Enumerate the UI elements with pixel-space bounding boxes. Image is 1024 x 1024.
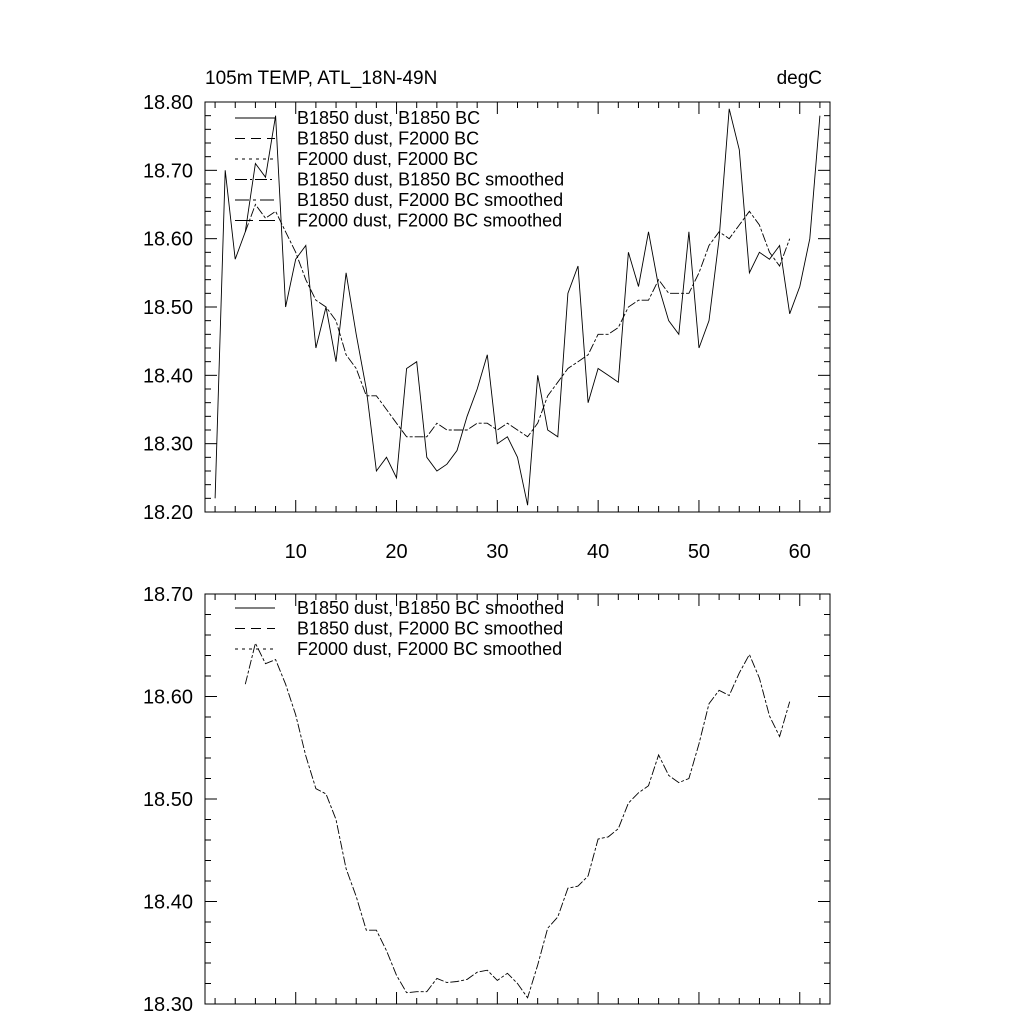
y-tick-label: 18.40 [142,891,193,914]
legend-entry: B1850 dust, B1850 BC smoothed [297,598,565,618]
x-tick-label: 60 [788,541,811,563]
legend-entry: B1850 dust, B1850 BC [297,108,481,128]
legend-entry: B1850 dust, B1850 BC smoothed [297,169,565,190]
y-tick-label: 18.40 [142,365,193,388]
y-tick-label: 18.70 [142,160,193,183]
legend-entry: F2000 dust, F2000 BC smoothed [297,210,563,231]
x-tick-label: 30 [486,541,509,563]
x-tick-label: 40 [587,541,610,563]
legend-entry: F2000 dust, F2000 BC [297,149,479,169]
y-tick-label: 18.50 [142,297,193,319]
chart-title: 105m TEMP, ATL_18N-49N [205,68,438,89]
y-tick-label: 18.70 [142,584,193,606]
y-tick-label: 18.60 [142,228,193,251]
legend-entry: B1850 dust, F2000 BC smoothed [297,190,564,210]
series-line-b1850-dust-b1850-bc-smoothed [245,643,789,998]
y-tick-label: 18.80 [142,92,193,114]
y-tick-label: 18.60 [142,686,193,709]
bottom-panel [143,584,830,1016]
x-tick-label: 50 [687,541,711,563]
y-tick-label: 18.50 [142,789,193,811]
x-tick-label: 20 [385,541,408,563]
y-tick-label: 18.20 [142,502,193,524]
legend-entry: B1850 dust, F2000 BC smoothed [297,618,564,639]
units-label: degC [776,68,822,89]
legend-entry: B1850 dust, F2000 BC [297,128,480,149]
y-tick-label: 18.30 [142,994,193,1016]
top-panel [143,68,830,563]
x-tick-label: 10 [284,541,307,563]
series-line-b1850-dust-b1850-bc-smoothed [245,205,789,437]
legend-entry: F2000 dust, F2000 BC smoothed [297,639,563,659]
y-tick-label: 18.30 [142,433,193,456]
